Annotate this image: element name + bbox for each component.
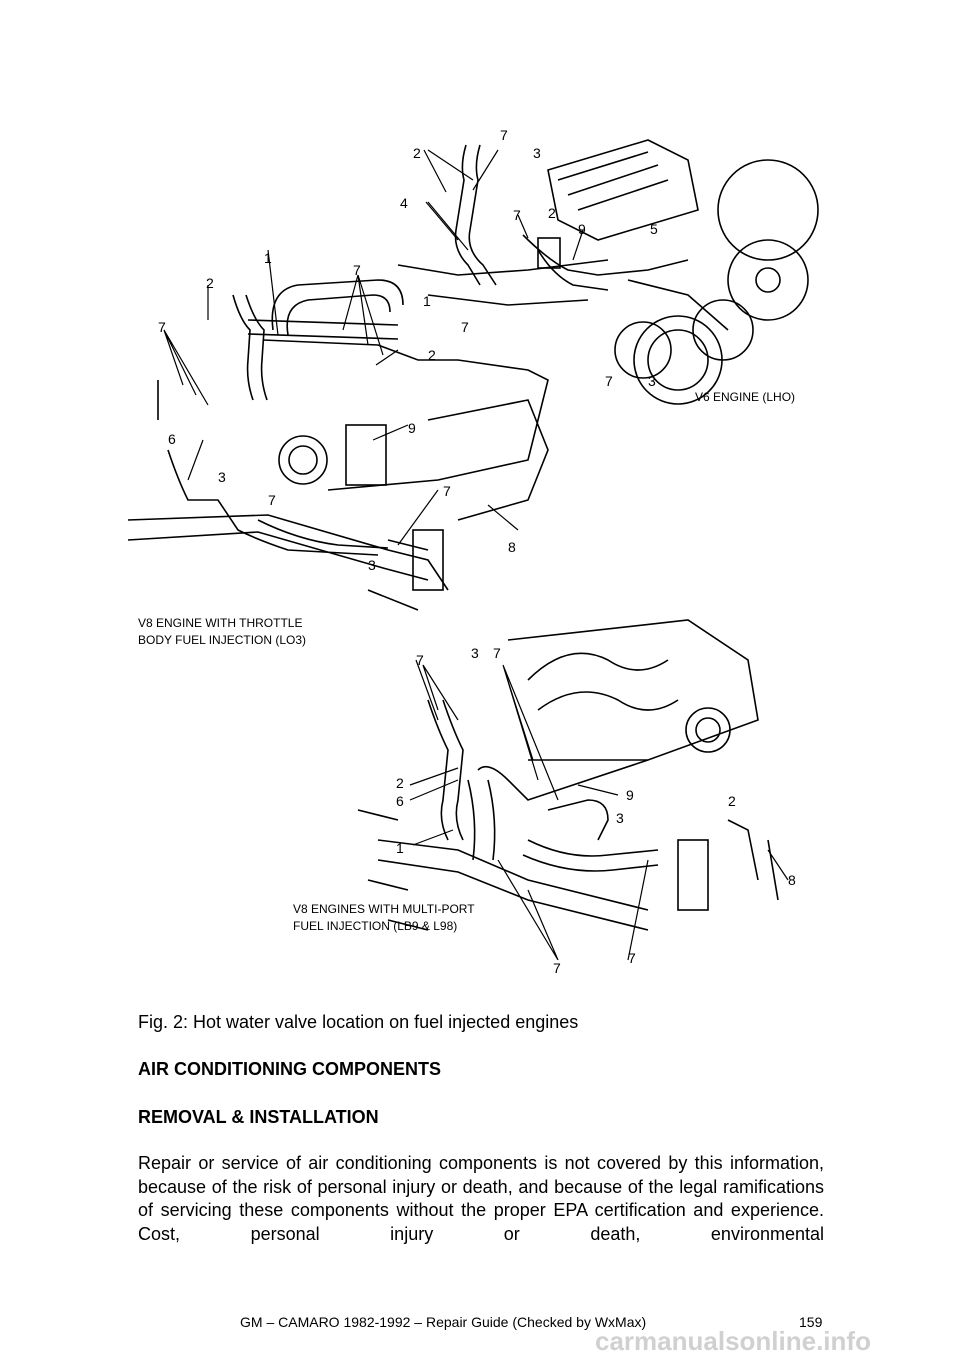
callout-7: 7 [443, 483, 451, 499]
callout-2: 2 [413, 145, 421, 161]
callout-2: 2 [396, 775, 404, 791]
engine-hose-diagram [128, 120, 828, 980]
callout-9: 9 [408, 420, 416, 436]
callout-7: 7 [553, 960, 561, 976]
callout-7: 7 [628, 950, 636, 966]
callout-3: 3 [616, 810, 624, 826]
callout-5: 5 [650, 221, 658, 237]
callout-7: 7 [268, 492, 276, 508]
subsection-heading: REMOVAL & INSTALLATION [138, 1107, 379, 1127]
callout-4: 4 [400, 195, 408, 211]
callout-7: 7 [353, 262, 361, 278]
v8-tbi-engine-drawing [128, 280, 548, 610]
callout-9: 9 [578, 221, 586, 237]
section-heading: AIR CONDITIONING COMPONENTS [138, 1059, 442, 1079]
watermark: carmanualsonline.info [595, 1326, 871, 1356]
callout-8: 8 [788, 872, 796, 888]
callout-2: 2 [428, 347, 436, 363]
body-paragraph: Repair or service of air conditioning components is not covered by this information, because of the risk of personal injury or death, and because of the legal ramifications of servicing these components without the proper EPA certification and experience. Cost, personal injury or death, environmental [138, 1153, 824, 1244]
callout-7: 7 [513, 207, 521, 223]
label-v8-mpfi-line2: FUEL INJECTION (LB9 & L98) [293, 919, 458, 933]
v6-engine-drawing [398, 140, 818, 404]
figure-caption: Fig. 2: Hot water valve location on fuel injected engines [138, 1012, 579, 1032]
callout-7: 7 [158, 319, 166, 335]
callout-2: 2 [728, 793, 736, 809]
callout-9: 9 [626, 787, 634, 803]
callout-6: 6 [396, 793, 404, 809]
callout-7: 7 [493, 645, 501, 661]
callout-2: 2 [548, 205, 556, 221]
callout-8: 8 [508, 539, 516, 555]
callout-1: 1 [396, 840, 404, 856]
callout-6: 6 [168, 431, 176, 447]
page-number: 159 [799, 1314, 823, 1330]
label-v8-mpfi-line1: V8 ENGINES WITH MULTI-PORT [293, 902, 475, 916]
callout-7: 7 [500, 127, 508, 143]
callout-7: 7 [605, 373, 613, 389]
callout-7: 7 [416, 652, 424, 668]
callout-2: 2 [206, 275, 214, 291]
callout-3: 3 [218, 469, 226, 485]
callout-3: 3 [648, 373, 656, 389]
label-v8-tbi-line2: BODY FUEL INJECTION (LO3) [138, 633, 307, 647]
callout-1: 1 [423, 293, 431, 309]
callout-3: 3 [368, 557, 376, 573]
callout-3: 3 [471, 645, 479, 661]
label-v6-engine: V6 ENGINE (LHO) [695, 390, 796, 404]
callout-7: 7 [461, 319, 469, 335]
label-v8-tbi-line1: V8 ENGINE WITH THROTTLE [138, 616, 303, 630]
callout-3: 3 [533, 145, 541, 161]
callout-1: 1 [264, 250, 272, 266]
footer-title: GM – CAMARO 1982-1992 – Repair Guide (Checked by WxMax) [240, 1314, 647, 1330]
